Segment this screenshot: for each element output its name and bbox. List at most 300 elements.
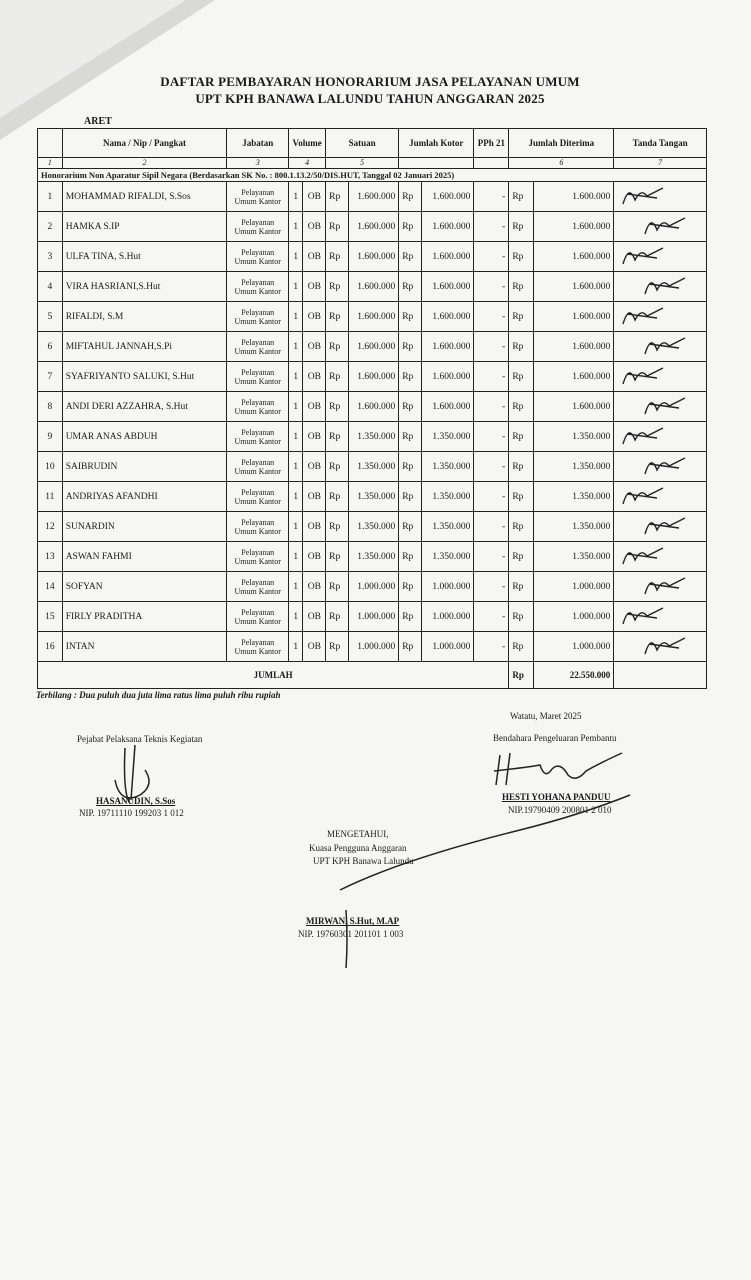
section-title: Honorarium Non Aparatur Sipil Negara (Berdasarkan SK No. : 800.1.13.2/50/DIS.HUT, Tanggal 02 Januari 2025) [38, 169, 707, 182]
currency-label: Rp [509, 422, 534, 452]
currency-label: Rp [509, 182, 534, 212]
satuan-value: 1.000.000 [348, 572, 398, 602]
col-index: 5 [326, 158, 399, 169]
table-row [38, 602, 707, 632]
volume-unit: OB [303, 332, 326, 362]
currency-label: Rp [399, 242, 422, 272]
pph21-value: - [474, 602, 509, 632]
satuan-value: 1.600.000 [348, 242, 398, 272]
header-satuan: Satuan [326, 129, 399, 158]
jumlah-diterima-value: 1.000.000 [534, 572, 614, 602]
signature-cell [614, 542, 707, 572]
currency-label: Rp [399, 302, 422, 332]
jabatan-line: Pelayanan [241, 637, 275, 647]
jabatan-line: Pelayanan [241, 307, 275, 317]
row-number: 11 [38, 482, 63, 512]
right-signer-name: HESTI YOHANA PANDUU [502, 792, 611, 802]
row-number: 16 [38, 632, 63, 662]
terbilang-text: Terbilang : Dua puluh dua juta lima ratus lima puluh ribu rupiah [36, 690, 281, 700]
volume-unit: OB [303, 212, 326, 242]
volume-value: 1 [289, 422, 303, 452]
jabatan-cell [227, 302, 289, 332]
row-number: 13 [38, 542, 63, 572]
jabatan-cell [227, 362, 289, 392]
pph21-value: - [474, 512, 509, 542]
volume-unit: OB [303, 632, 326, 662]
currency-label: Rp [509, 212, 534, 242]
volume-value: 1 [289, 302, 303, 332]
jabatan-cell [227, 392, 289, 422]
jumlah-diterima-value: 1.350.000 [534, 422, 614, 452]
signature-cell [614, 512, 707, 542]
left-signer-name: HASANUDIN, S.Sos [96, 796, 176, 806]
currency-label: Rp [399, 632, 422, 662]
left-signer-role: Pejabat Pelaksana Teknis Kegiatan [77, 734, 203, 744]
volume-unit: OB [303, 302, 326, 332]
col-index: 4 [289, 158, 326, 169]
jumlah-diterima-value: 1.600.000 [534, 392, 614, 422]
currency-label: Rp [509, 332, 534, 362]
pph21-value: - [474, 422, 509, 452]
jabatan-line: Umum Kantor [234, 406, 281, 416]
currency-label: Rp [509, 602, 534, 632]
satuan-value: 1.000.000 [348, 632, 398, 662]
jabatan-cell [227, 272, 289, 302]
volume-value: 1 [289, 512, 303, 542]
center-signer-office: UPT KPH Banawa Lalundu [313, 856, 414, 866]
pph21-value: - [474, 482, 509, 512]
satuan-value: 1.600.000 [348, 392, 398, 422]
row-number: 12 [38, 512, 63, 542]
jabatan-cell [227, 602, 289, 632]
jabatan-cell [227, 482, 289, 512]
currency-label: Rp [509, 392, 534, 422]
jabatan-line: Umum Kantor [234, 286, 281, 296]
center-acknowledged: MENGETAHUI, [327, 829, 389, 839]
jumlah-diterima-value: 1.000.000 [534, 602, 614, 632]
jumlah-diterima-value: 1.600.000 [534, 362, 614, 392]
section-row [38, 169, 707, 182]
satuan-value: 1.600.000 [348, 362, 398, 392]
signature-icon [617, 482, 697, 508]
signature-cell [614, 302, 707, 332]
jumlah-diterima-value: 1.350.000 [534, 512, 614, 542]
total-signature-blank [614, 662, 707, 689]
row-number: 3 [38, 242, 63, 272]
payee-name: ANDRIYAS AFANDHI [62, 482, 227, 512]
volume-unit: OB [303, 542, 326, 572]
table-row [38, 542, 707, 572]
col-index: 2 [62, 158, 227, 169]
currency-label: Rp [399, 392, 422, 422]
row-number: 6 [38, 332, 63, 362]
currency-label: Rp [509, 482, 534, 512]
jumlah-diterima-value: 1.600.000 [534, 212, 614, 242]
volume-value: 1 [289, 332, 303, 362]
total-value: 22.550.000 [534, 662, 614, 689]
signature-icon [617, 512, 697, 538]
currency-label: Rp [509, 272, 534, 302]
currency-label: Rp [509, 542, 534, 572]
satuan-value: 1.350.000 [348, 452, 398, 482]
jabatan-line: Umum Kantor [234, 646, 281, 656]
jumlah-diterima-value: 1.600.000 [534, 272, 614, 302]
jumlah-kotor-value: 1.350.000 [421, 422, 474, 452]
row-number: 1 [38, 182, 63, 212]
volume-unit: OB [303, 182, 326, 212]
currency-label: Rp [399, 422, 422, 452]
jabatan-line: Umum Kantor [234, 616, 281, 626]
jumlah-diterima-value: 1.350.000 [534, 482, 614, 512]
jabatan-line: Pelayanan [241, 187, 275, 197]
currency-label: Rp [399, 332, 422, 362]
payment-table [37, 128, 707, 689]
signature-cell [614, 452, 707, 482]
currency-label: Rp [399, 542, 422, 572]
jabatan-line: Umum Kantor [234, 586, 281, 596]
volume-value: 1 [289, 242, 303, 272]
jabatan-line: Umum Kantor [234, 526, 281, 536]
jumlah-diterima-value: 1.600.000 [534, 302, 614, 332]
payee-name: MOHAMMAD RIFALDI, S.Sos [62, 182, 227, 212]
jabatan-line: Umum Kantor [234, 226, 281, 236]
currency-label: Rp [509, 242, 534, 272]
currency-label: Rp [399, 482, 422, 512]
currency-label: Rp [509, 362, 534, 392]
signature-cell [614, 482, 707, 512]
jabatan-cell [227, 332, 289, 362]
currency-label: Rp [326, 512, 349, 542]
volume-value: 1 [289, 392, 303, 422]
currency-label: Rp [326, 392, 349, 422]
jabatan-line: Pelayanan [241, 547, 275, 557]
volume-value: 1 [289, 482, 303, 512]
volume-value: 1 [289, 452, 303, 482]
currency-label: Rp [399, 572, 422, 602]
jabatan-line: Umum Kantor [234, 436, 281, 446]
currency-label: Rp [399, 512, 422, 542]
center-signer-nip: NIP. 19760301 201101 1 003 [298, 929, 404, 939]
header-name: Nama / Nip / Pangkat [62, 129, 227, 158]
jumlah-diterima-value: 1.000.000 [534, 632, 614, 662]
total-label: JUMLAH [38, 662, 509, 689]
table-row [38, 422, 707, 452]
satuan-value: 1.600.000 [348, 212, 398, 242]
table-row [38, 572, 707, 602]
row-number: 8 [38, 392, 63, 422]
volume-unit: OB [303, 482, 326, 512]
jabatan-line: Pelayanan [241, 367, 275, 377]
currency-label: Rp [326, 542, 349, 572]
payee-name: SUNARDIN [62, 512, 227, 542]
payee-name: SOFYAN [62, 572, 227, 602]
currency-label: Rp [326, 632, 349, 662]
signature-icon [617, 602, 697, 628]
satuan-value: 1.350.000 [348, 512, 398, 542]
signature-icon [617, 242, 697, 268]
table-row [38, 452, 707, 482]
payee-name: ANDI DERI AZZAHRA, S.Hut [62, 392, 227, 422]
payee-name: ASWAN FAHMI [62, 542, 227, 572]
volume-value: 1 [289, 272, 303, 302]
col-index: 3 [227, 158, 289, 169]
document-subtitle: UPT KPH BANAWA LALUNDU TAHUN ANGGARAN 2025 [195, 91, 545, 106]
currency-label: Rp [326, 572, 349, 602]
jabatan-line: Pelayanan [241, 607, 275, 617]
payee-name: MIFTAHUL JANNAH,S.Pi [62, 332, 227, 362]
header-no [38, 129, 63, 158]
signature-icon [617, 182, 697, 208]
currency-label: Rp [326, 332, 349, 362]
signature-icon [617, 632, 697, 658]
jumlah-diterima-value: 1.350.000 [534, 452, 614, 482]
jabatan-line: Umum Kantor [234, 346, 281, 356]
column-index-row [38, 158, 707, 169]
currency-label: Rp [326, 182, 349, 212]
jumlah-diterima-value: 1.350.000 [534, 542, 614, 572]
volume-unit: OB [303, 452, 326, 482]
table-row [38, 362, 707, 392]
pph21-value: - [474, 302, 509, 332]
signature-cell [614, 242, 707, 272]
jabatan-line: Umum Kantor [234, 196, 281, 206]
currency-label: Rp [326, 452, 349, 482]
pph21-value: - [474, 362, 509, 392]
payee-name: FIRLY PRADITHA [62, 602, 227, 632]
signature-icon [617, 422, 697, 448]
currency-label: Rp [509, 632, 534, 662]
header-row [38, 129, 707, 158]
signature-cell [614, 572, 707, 602]
jumlah-kotor-value: 1.000.000 [421, 632, 474, 662]
volume-value: 1 [289, 572, 303, 602]
satuan-value: 1.350.000 [348, 482, 398, 512]
payee-name: HAMKA S.IP [62, 212, 227, 242]
signature-icon [617, 272, 697, 298]
signature-cell [614, 362, 707, 392]
volume-unit: OB [303, 572, 326, 602]
jabatan-line: Umum Kantor [234, 316, 281, 326]
jabatan-cell [227, 452, 289, 482]
signature-cell [614, 392, 707, 422]
currency-label: Rp [326, 362, 349, 392]
col-index [399, 158, 474, 169]
row-number: 5 [38, 302, 63, 332]
row-number: 14 [38, 572, 63, 602]
pph21-value: - [474, 212, 509, 242]
pph21-value: - [474, 242, 509, 272]
currency-label: Rp [399, 212, 422, 242]
jumlah-kotor-value: 1.000.000 [421, 572, 474, 602]
jumlah-kotor-value: 1.000.000 [421, 602, 474, 632]
volume-value: 1 [289, 632, 303, 662]
currency-label: Rp [326, 302, 349, 332]
center-signature-icon [300, 790, 660, 970]
jumlah-diterima-value: 1.600.000 [534, 182, 614, 212]
jumlah-kotor-value: 1.600.000 [421, 332, 474, 362]
jumlah-diterima-value: 1.600.000 [534, 332, 614, 362]
pph21-value: - [474, 272, 509, 302]
jumlah-kotor-value: 1.600.000 [421, 362, 474, 392]
satuan-value: 1.600.000 [348, 272, 398, 302]
col-index: 1 [38, 158, 63, 169]
jabatan-cell [227, 512, 289, 542]
total-row [38, 662, 707, 689]
table-row [38, 212, 707, 242]
jumlah-kotor-value: 1.350.000 [421, 482, 474, 512]
jumlah-kotor-value: 1.600.000 [421, 392, 474, 422]
jabatan-line: Pelayanan [241, 517, 275, 527]
center-signer-name: MIRWAN, S.Hut, M.AP [306, 916, 400, 926]
signature-cell [614, 632, 707, 662]
pph21-value: - [474, 542, 509, 572]
volume-unit: OB [303, 242, 326, 272]
currency-label: Rp [509, 512, 534, 542]
volume-value: 1 [289, 182, 303, 212]
signature-cell [614, 272, 707, 302]
table-row [38, 512, 707, 542]
pph21-value: - [474, 392, 509, 422]
jabatan-line: Pelayanan [241, 427, 275, 437]
currency-label: Rp [509, 452, 534, 482]
payee-name: VIRA HASRIANI,S.Hut [62, 272, 227, 302]
signature-cell [614, 332, 707, 362]
payee-name: SYAFRIYANTO SALUKI, S.Hut [62, 362, 227, 392]
jumlah-diterima-value: 1.600.000 [534, 242, 614, 272]
jumlah-kotor-value: 1.350.000 [421, 542, 474, 572]
jabatan-line: Pelayanan [241, 247, 275, 257]
signature-icon [617, 332, 697, 358]
jabatan-line: Pelayanan [241, 337, 275, 347]
jabatan-line: Pelayanan [241, 397, 275, 407]
signature-cell [614, 422, 707, 452]
table-row [38, 632, 707, 662]
pph21-value: - [474, 452, 509, 482]
signature-icon [617, 542, 697, 568]
volume-value: 1 [289, 542, 303, 572]
table-row [38, 302, 707, 332]
satuan-value: 1.350.000 [348, 542, 398, 572]
signature-icon [617, 212, 697, 238]
currency-label: Rp [326, 242, 349, 272]
col-index: 7 [614, 158, 707, 169]
left-signer-nip: NIP. 19711110 199203 1 012 [79, 808, 184, 818]
right-signer-nip: NIP.19790409 200801 2 010 [508, 805, 612, 815]
jabatan-line: Pelayanan [241, 577, 275, 587]
currency-label: Rp [326, 602, 349, 632]
jabatan-line: Umum Kantor [234, 376, 281, 386]
row-number: 9 [38, 422, 63, 452]
payee-name: UMAR ANAS ABDUH [62, 422, 227, 452]
jabatan-line: Umum Kantor [234, 556, 281, 566]
margin-note: ARET [84, 116, 112, 127]
jabatan-cell [227, 572, 289, 602]
document-title: DAFTAR PEMBAYARAN HONORARIUM JASA PELAYANAN UMUM [160, 74, 580, 89]
satuan-value: 1.000.000 [348, 602, 398, 632]
center-signer-role: Kuasa Pengguna Anggaran [309, 843, 407, 853]
payee-name: SAIBRUDIN [62, 452, 227, 482]
currency-label: Rp [399, 272, 422, 302]
jabatan-cell [227, 542, 289, 572]
row-number: 2 [38, 212, 63, 242]
jumlah-kotor-value: 1.600.000 [421, 272, 474, 302]
volume-value: 1 [289, 602, 303, 632]
header-jumlah-diterima: Jumlah Diterima [509, 129, 614, 158]
currency-label: Rp [509, 572, 534, 602]
jumlah-kotor-value: 1.600.000 [421, 212, 474, 242]
signature-icon [617, 572, 697, 598]
currency-label: Rp [399, 452, 422, 482]
right-signature-icon [490, 745, 630, 793]
table-row [38, 392, 707, 422]
row-number: 7 [38, 362, 63, 392]
jabatan-line: Umum Kantor [234, 496, 281, 506]
volume-unit: OB [303, 512, 326, 542]
pph21-value: - [474, 182, 509, 212]
pph21-value: - [474, 332, 509, 362]
header-pph21: PPh 21 [474, 129, 509, 158]
satuan-value: 1.600.000 [348, 332, 398, 362]
payee-name: ULFA TINA, S.Hut [62, 242, 227, 272]
row-number: 15 [38, 602, 63, 632]
pph21-value: - [474, 632, 509, 662]
currency-label: Rp [326, 422, 349, 452]
table-row [38, 332, 707, 362]
volume-value: 1 [289, 362, 303, 392]
header-jumlah-kotor: Jumlah Kotor [399, 129, 474, 158]
jabatan-cell [227, 182, 289, 212]
jumlah-kotor-value: 1.600.000 [421, 182, 474, 212]
table-row [38, 242, 707, 272]
volume-unit: OB [303, 392, 326, 422]
signature-cell [614, 602, 707, 632]
place-date: Watatu, Maret 2025 [510, 711, 582, 721]
header-tanda-tangan: Tanda Tangan [614, 129, 707, 158]
jabatan-line: Umum Kantor [234, 466, 281, 476]
jumlah-kotor-value: 1.600.000 [421, 302, 474, 332]
jabatan-cell [227, 242, 289, 272]
table-row [38, 272, 707, 302]
volume-unit: OB [303, 272, 326, 302]
currency-label: Rp [326, 482, 349, 512]
volume-unit: OB [303, 362, 326, 392]
jabatan-cell [227, 632, 289, 662]
col-index [474, 158, 509, 169]
pph21-value: - [474, 572, 509, 602]
currency-label: Rp [399, 362, 422, 392]
signature-cell [614, 182, 707, 212]
signature-icon [617, 392, 697, 418]
currency-label: Rp [509, 302, 534, 332]
currency-label: Rp [326, 212, 349, 242]
signature-icon [617, 302, 697, 328]
jabatan-cell [227, 422, 289, 452]
header-jabatan: Jabatan [227, 129, 289, 158]
payee-name: INTAN [62, 632, 227, 662]
currency-label: Rp [326, 272, 349, 302]
col-index: 6 [509, 158, 614, 169]
right-signer-role: Bendahara Pengeluaran Pembantu [493, 733, 617, 743]
satuan-value: 1.350.000 [348, 422, 398, 452]
currency-label: Rp [399, 602, 422, 632]
row-number: 4 [38, 272, 63, 302]
table-row [38, 482, 707, 512]
jumlah-kotor-value: 1.350.000 [421, 512, 474, 542]
signature-icon [617, 452, 697, 478]
row-number: 10 [38, 452, 63, 482]
total-currency: Rp [509, 662, 534, 689]
jabatan-cell [227, 212, 289, 242]
